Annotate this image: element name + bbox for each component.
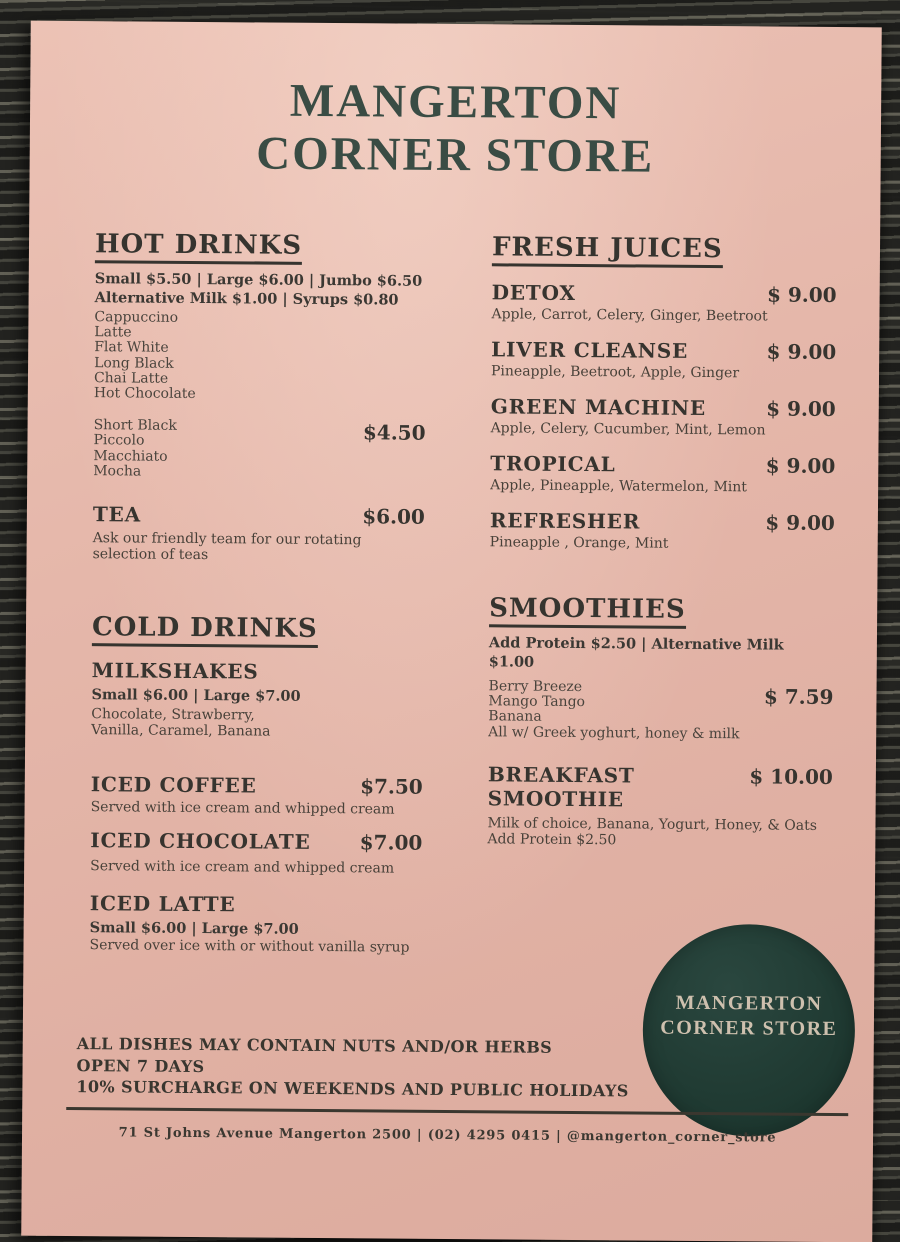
store-logo-line1: MANGERTON <box>675 991 823 1015</box>
item-price: $ 9.00 <box>766 282 837 308</box>
menu-item: Flat White <box>94 339 169 357</box>
item-price: $ 9.00 <box>766 339 837 365</box>
menu-item: Latte <box>94 324 132 341</box>
item-name: REFRESHER <box>489 508 641 534</box>
item-price: $ 9.00 <box>765 510 835 536</box>
item-name: TROPICAL <box>490 451 616 477</box>
footer-notes <box>76 1033 776 1103</box>
store-logo-badge <box>642 924 856 1138</box>
menu-item: Cappuccino <box>94 309 179 326</box>
store-logo-text <box>660 991 838 1042</box>
section-heading-fresh-juices: FRESH JUICES <box>492 232 723 268</box>
hot-drinks-extras: Alternative Milk $1.00 | Syrups $0.80 <box>94 289 399 309</box>
smoothie-list <box>488 679 833 743</box>
menu-item: Piccolo <box>93 432 145 450</box>
item-desc: Milk of choice, Banana, Yogurt, Honey, & Oats <box>487 815 817 834</box>
hot-drinks-sizes: Small $5.50 | Large $6.00 | Jumbo $6.50 <box>94 270 423 290</box>
item-name: ICED CHOCOLATE <box>90 828 311 854</box>
menu-item: Chai Latte <box>93 369 169 387</box>
item-desc: Served with ice cream and whipped cream <box>90 858 395 877</box>
item-price: $7.00 <box>359 830 423 855</box>
store-title-line2: CORNER STORE <box>256 127 655 183</box>
menu-item: Mocha <box>93 463 142 480</box>
item-price: $ 9.00 <box>766 396 836 422</box>
address-line: 71 St Johns Avenue Mangerton 2500 | (02) 4295 0415 | @mangerton_corner_store <box>118 1125 777 1146</box>
section-heading-cold-drinks: COLD DRINKS <box>92 612 318 648</box>
store-title <box>30 73 882 186</box>
menu-item: Hot Chocolate <box>93 385 196 402</box>
left-column <box>89 229 427 956</box>
menu-item: All w/ Greek yoghurt, honey & milk <box>488 723 740 742</box>
store-logo-line2: CORNER STORE <box>660 1016 838 1041</box>
item-price: $ 7.59 <box>763 684 834 710</box>
item-desc: Apple, Celery, Cucumber, Mint, Lemon <box>490 420 766 439</box>
item-desc: Served with ice cream and whipped cream <box>90 799 395 818</box>
menu-item: Banana <box>488 708 542 726</box>
item-price: $7.50 <box>360 774 423 799</box>
item-name: ICED LATTE <box>89 891 236 917</box>
item-desc: Served over ice with or without vanilla syrup <box>89 937 410 956</box>
item-desc: Ask our friendly team for our rotating selection of teas <box>92 530 362 564</box>
note-line: 10% SURCHARGE ON WEEKENDS AND PUBLIC HOLIDAYS <box>76 1077 629 1101</box>
item-price: $4.50 <box>362 420 426 446</box>
item-name: LIVER CLEANSE <box>491 337 689 363</box>
item-name: GREEN MACHINE <box>490 394 707 420</box>
item-desc: Pineapple, Beetroot, Apple, Ginger <box>490 363 740 382</box>
item-price: $ 10.00 <box>749 764 833 789</box>
item-desc: Add Protein $2.50 <box>487 831 617 849</box>
item-name: ICED COFFEE <box>90 772 257 798</box>
menu-paper <box>21 21 882 1242</box>
juice-entry <box>491 394 836 439</box>
menu-item: Long Black <box>94 354 174 372</box>
section-heading-hot-drinks: HOT DRINKS <box>95 229 302 265</box>
item-name: DETOX <box>491 280 576 305</box>
item-price: $6.00 <box>362 504 425 529</box>
item-sizes: Small $6.00 | Large $7.00 <box>91 686 301 705</box>
item-desc: Apple, Pineapple, Watermelon, Mint <box>490 477 748 496</box>
menu-item: Macchiato <box>93 447 168 465</box>
menu-item: Berry Breeze <box>488 678 583 696</box>
item-price: $ 9.00 <box>765 453 836 479</box>
item-desc: Pineapple , Orange, Mint <box>489 534 669 552</box>
item-desc: Vanilla, Caramel, Banana <box>91 722 271 740</box>
juice-entry <box>490 451 835 496</box>
store-title-line1: MANGERTON <box>289 74 622 130</box>
section-heading-smoothies: SMOOTHIES <box>489 593 686 629</box>
right-column <box>487 232 837 850</box>
menu-item: Short Black <box>93 417 177 435</box>
menu-item: Mango Tango <box>488 693 586 711</box>
smoothies-extras: Add Protein $2.50 | Alternative Milk $1.00 <box>488 634 784 671</box>
espresso-group <box>93 418 425 481</box>
juice-entry <box>490 508 835 553</box>
item-desc: Apple, Carrot, Celery, Ginger, Beetroot <box>491 306 768 325</box>
note-line: OPEN 7 DAYS <box>76 1055 205 1076</box>
item-desc: Chocolate, Strawberry, <box>91 706 255 724</box>
note-line: ALL DISHES MAY CONTAIN NUTS AND/OR HERBS <box>76 1034 553 1057</box>
item-sizes: Small $6.00 | Large $7.00 <box>89 919 299 938</box>
item-name: MILKSHAKES <box>91 658 259 684</box>
juice-entry <box>491 280 836 325</box>
juice-entry <box>491 337 836 382</box>
item-name: BREAKFAST SMOOTHIE <box>487 762 635 812</box>
item-name: TEA <box>92 502 142 527</box>
